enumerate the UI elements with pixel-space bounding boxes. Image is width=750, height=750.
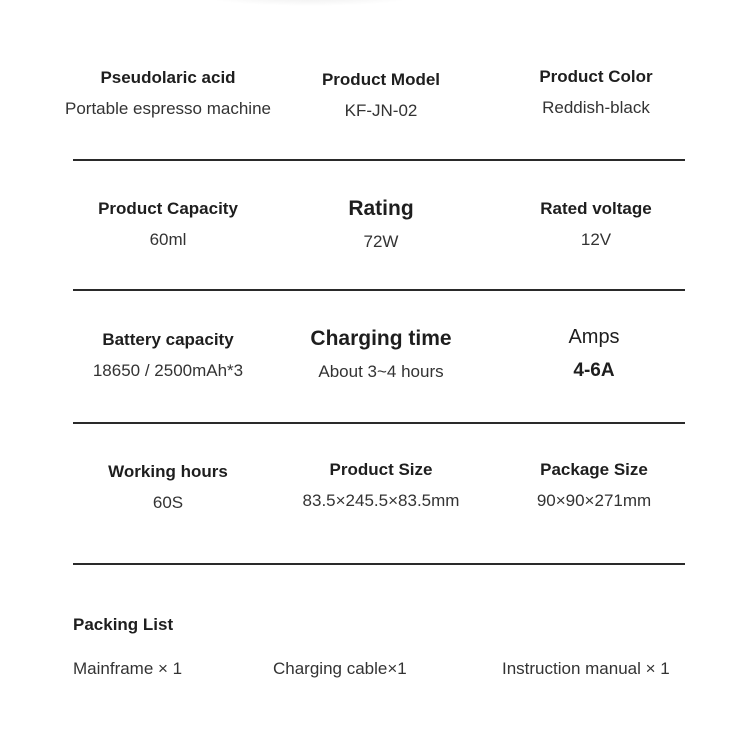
spec-charging-time [261, 327, 501, 382]
spec-label: Package Size [540, 460, 648, 479]
spec-label: Product Color [539, 67, 653, 86]
spec-label: Product Capacity [98, 199, 238, 218]
spec-value: Reddish-black [542, 98, 650, 117]
product-shadow [200, 0, 420, 6]
spec-product-name [48, 68, 288, 119]
spec-value: 90×90×271mm [536, 491, 652, 510]
spec-label: Working hours [108, 462, 228, 481]
row-divider [73, 563, 685, 565]
packing-item-instruction-manual: Instruction manual × 1 [502, 659, 670, 678]
spec-rated-voltage [476, 199, 716, 250]
spec-label: Product Model [321, 70, 441, 89]
spec-product-capacity [48, 199, 288, 250]
spec-value: 72W [363, 232, 399, 251]
spec-label: Charging time [310, 327, 452, 350]
spec-value: About 3~4 hours [318, 362, 444, 381]
spec-label: Rating [348, 197, 414, 220]
packing-item-mainframe: Mainframe × 1 [73, 659, 183, 678]
spec-value: 60ml [149, 230, 187, 249]
row-divider [73, 289, 685, 291]
spec-label: Rated voltage [540, 199, 652, 218]
spec-product-size [261, 460, 501, 511]
spec-label: Battery capacity [102, 330, 234, 349]
row-divider [73, 422, 685, 424]
spec-rating [261, 197, 501, 252]
spec-value: 18650 / 2500mAh*3 [92, 361, 244, 380]
spec-battery-capacity [48, 330, 288, 381]
spec-value: 12V [580, 230, 612, 249]
spec-value: Portable espresso machine [64, 99, 271, 118]
spec-product-color [476, 67, 716, 118]
spec-label: Product Size [329, 460, 433, 479]
spec-package-size [474, 460, 714, 511]
spec-value: 83.5×245.5×83.5mm [302, 491, 460, 510]
spec-value: 60S [152, 493, 184, 512]
packing-list-title: Packing List [73, 615, 174, 634]
spec-value: KF-JN-02 [344, 101, 418, 120]
spec-product-model [261, 70, 501, 121]
spec-working-hours [48, 462, 288, 513]
row-divider [73, 159, 685, 161]
packing-item-charging-cable: Charging cable×1 [273, 659, 407, 678]
spec-value: 4-6A [573, 360, 615, 381]
spec-label: Amps [568, 326, 620, 348]
spec-amps [474, 326, 714, 382]
spec-label: Pseudolaric acid [100, 68, 236, 87]
